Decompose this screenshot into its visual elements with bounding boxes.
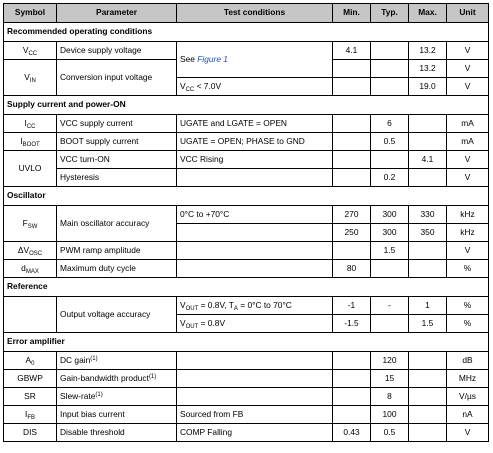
max-cell: 1 [409,297,447,315]
unit-cell: kHz [447,224,489,242]
unit-cell: nA [447,406,489,424]
condition-cell [177,370,333,388]
unit-cell: kHz [447,206,489,224]
typ-cell: 300 [371,206,409,224]
condition-cell: UGATE = OPEN; PHASE to GND [177,133,333,151]
section-row [4,96,489,115]
condition-cell [177,224,333,242]
symbol-cell: UVLO [4,151,57,187]
symbol-cell: DIS [4,424,57,442]
typ-cell [371,60,409,78]
parameter-cell: Conversion input voltage [57,60,177,96]
min-cell [333,60,371,78]
min-cell: 270 [333,206,371,224]
parameter-cell: VCC turn-ON [57,151,177,169]
table-row [4,169,489,187]
table-row [4,352,489,370]
max-cell [409,169,447,187]
parameter-cell: BOOT supply current [57,133,177,151]
typ-cell: 120 [371,352,409,370]
max-cell [409,388,447,406]
symbol-cell: $V_{IN}$ [4,60,57,96]
condition-cell [177,352,333,370]
typ-cell: 0.5 [371,133,409,151]
typ-cell: 100 [371,406,409,424]
section-row [4,333,489,352]
section-title: Reference [4,278,489,297]
unit-cell: V [447,42,489,60]
unit-cell: % [447,315,489,333]
col-header-unit: Unit [447,4,489,23]
parameter-cell: VCC supply current [57,115,177,133]
max-cell [409,260,447,278]
unit-cell: V [447,424,489,442]
max-cell [409,115,447,133]
section-title: Recommended operating conditions [4,23,489,42]
table-row [4,370,489,388]
table-row [4,206,489,224]
min-cell [333,352,371,370]
unit-cell: mA [447,115,489,133]
min-cell [333,169,371,187]
symbol-cell [4,297,57,333]
max-cell [409,352,447,370]
condition-cell: UGATE and LGATE = OPEN [177,115,333,133]
symbol-cell: $F_{SW}$ [4,206,57,242]
parameter-cell: DC gain$^{(1)}$ [57,352,177,370]
parameter-cell: Main oscillator accuracy [57,206,177,242]
unit-cell: mA [447,133,489,151]
min-cell: 250 [333,224,371,242]
min-cell: -1.5 [333,315,371,333]
parameter-cell: Slew-rate$^{(1)}$ [57,388,177,406]
header-row [4,4,489,23]
typ-cell: 300 [371,224,409,242]
symbol-cell: $d_{MAX}$ [4,260,57,278]
min-cell [333,388,371,406]
table-row [4,242,489,260]
table-row [4,133,489,151]
col-header-symbol: Symbol [4,4,57,23]
symbol-cell: $I_{BOOT}$ [4,133,57,151]
min-cell: 80 [333,260,371,278]
symbol-cell: GBWP [4,370,57,388]
section-row [4,187,489,206]
condition-cell: See Figure 1 [177,42,333,78]
unit-cell: V [447,242,489,260]
min-cell [333,78,371,96]
col-header-typ: Typ. [371,4,409,23]
unit-cell: V [447,60,489,78]
unit-cell: V [447,151,489,169]
max-cell: 1.5 [409,315,447,333]
col-header-test-conditions: Test conditions [177,4,333,23]
max-cell: 350 [409,224,447,242]
parameter-cell: Device supply voltage [57,42,177,60]
max-cell [409,133,447,151]
typ-cell [371,151,409,169]
typ-cell [371,260,409,278]
section-title: Oscillator [4,187,489,206]
max-cell [409,424,447,442]
typ-cell [371,315,409,333]
condition-cell: Sourced from FB [177,406,333,424]
col-header-parameter: Parameter [57,4,177,23]
min-cell [333,115,371,133]
min-cell [333,370,371,388]
table-row [4,42,489,60]
table-row [4,388,489,406]
condition-cell: $V_{OUT} = 0.8V$, $T_A = 0^\circ C$ to 70°C [177,297,333,315]
condition-cell [177,260,333,278]
parameter-cell: Output voltage accuracy [57,297,177,333]
table-row [4,406,489,424]
parameter-cell: Maximum duty cycle [57,260,177,278]
section-title: Supply current and power-ON [4,96,489,115]
symbol-cell: $I_{CC}$ [4,115,57,133]
unit-cell: V [447,169,489,187]
figure-link[interactable]: Figure 1 [197,53,228,64]
typ-cell [371,42,409,60]
condition-cell: $V_{CC} < 7.0V$ [177,78,333,96]
max-cell [409,242,447,260]
min-cell: 4.1 [333,42,371,60]
table-row [4,297,489,315]
section-title: Error amplifier [4,333,489,352]
symbol-cell: $A_0$ [4,352,57,370]
unit-cell: % [447,297,489,315]
max-cell [409,370,447,388]
min-cell [333,151,371,169]
parameter-cell: Hysteresis [57,169,177,187]
symbol-cell: SR [4,388,57,406]
condition-cell: $V_{OUT} = 0.8V$ [177,315,333,333]
symbol-cell: $V_{CC}$ [4,42,57,60]
typ-cell: 0.2 [371,169,409,187]
unit-cell: V [447,78,489,96]
col-header-max: Max. [409,4,447,23]
min-cell: 0.43 [333,424,371,442]
condition-cell: COMP Falling [177,424,333,442]
table-row [4,115,489,133]
condition-cell: 0°C to +70°C [177,206,333,224]
parameter-cell: Gain-bandwidth product$^{(1)}$ [57,370,177,388]
min-cell [333,406,371,424]
typ-cell [371,78,409,96]
section-row [4,278,489,297]
min-cell [333,133,371,151]
condition-cell: VCC Rising [177,151,333,169]
max-cell [409,406,447,424]
symbol-cell: $I_{FB}$ [4,406,57,424]
section-row [4,23,489,42]
max-cell: 13.2 [409,42,447,60]
symbol-cell: $\Delta V_{OSC}$ [4,242,57,260]
max-cell: 13.2 [409,60,447,78]
typ-cell: 6 [371,115,409,133]
parameter-cell: Input bias current [57,406,177,424]
col-header-min: Min. [333,4,371,23]
typ-cell: - [371,297,409,315]
parameter-cell: Disable threshold [57,424,177,442]
condition-cell [177,169,333,187]
typ-cell: 8 [371,388,409,406]
condition-cell [177,388,333,406]
min-cell [333,242,371,260]
max-cell: 330 [409,206,447,224]
max-cell: 4.1 [409,151,447,169]
table-row [4,424,489,442]
typ-cell: 15 [371,370,409,388]
unit-cell: % [447,260,489,278]
typ-cell: 1.5 [371,242,409,260]
unit-cell: MHz [447,370,489,388]
max-cell: 19.0 [409,78,447,96]
parameter-cell: PWM ramp amplitude [57,242,177,260]
table-row [4,151,489,169]
unit-cell: V/µs [447,388,489,406]
electrical-characteristics-table [3,3,489,442]
typ-cell: 0.5 [371,424,409,442]
table-row [4,260,489,278]
unit-cell: dB [447,352,489,370]
condition-cell [177,242,333,260]
min-cell: -1 [333,297,371,315]
